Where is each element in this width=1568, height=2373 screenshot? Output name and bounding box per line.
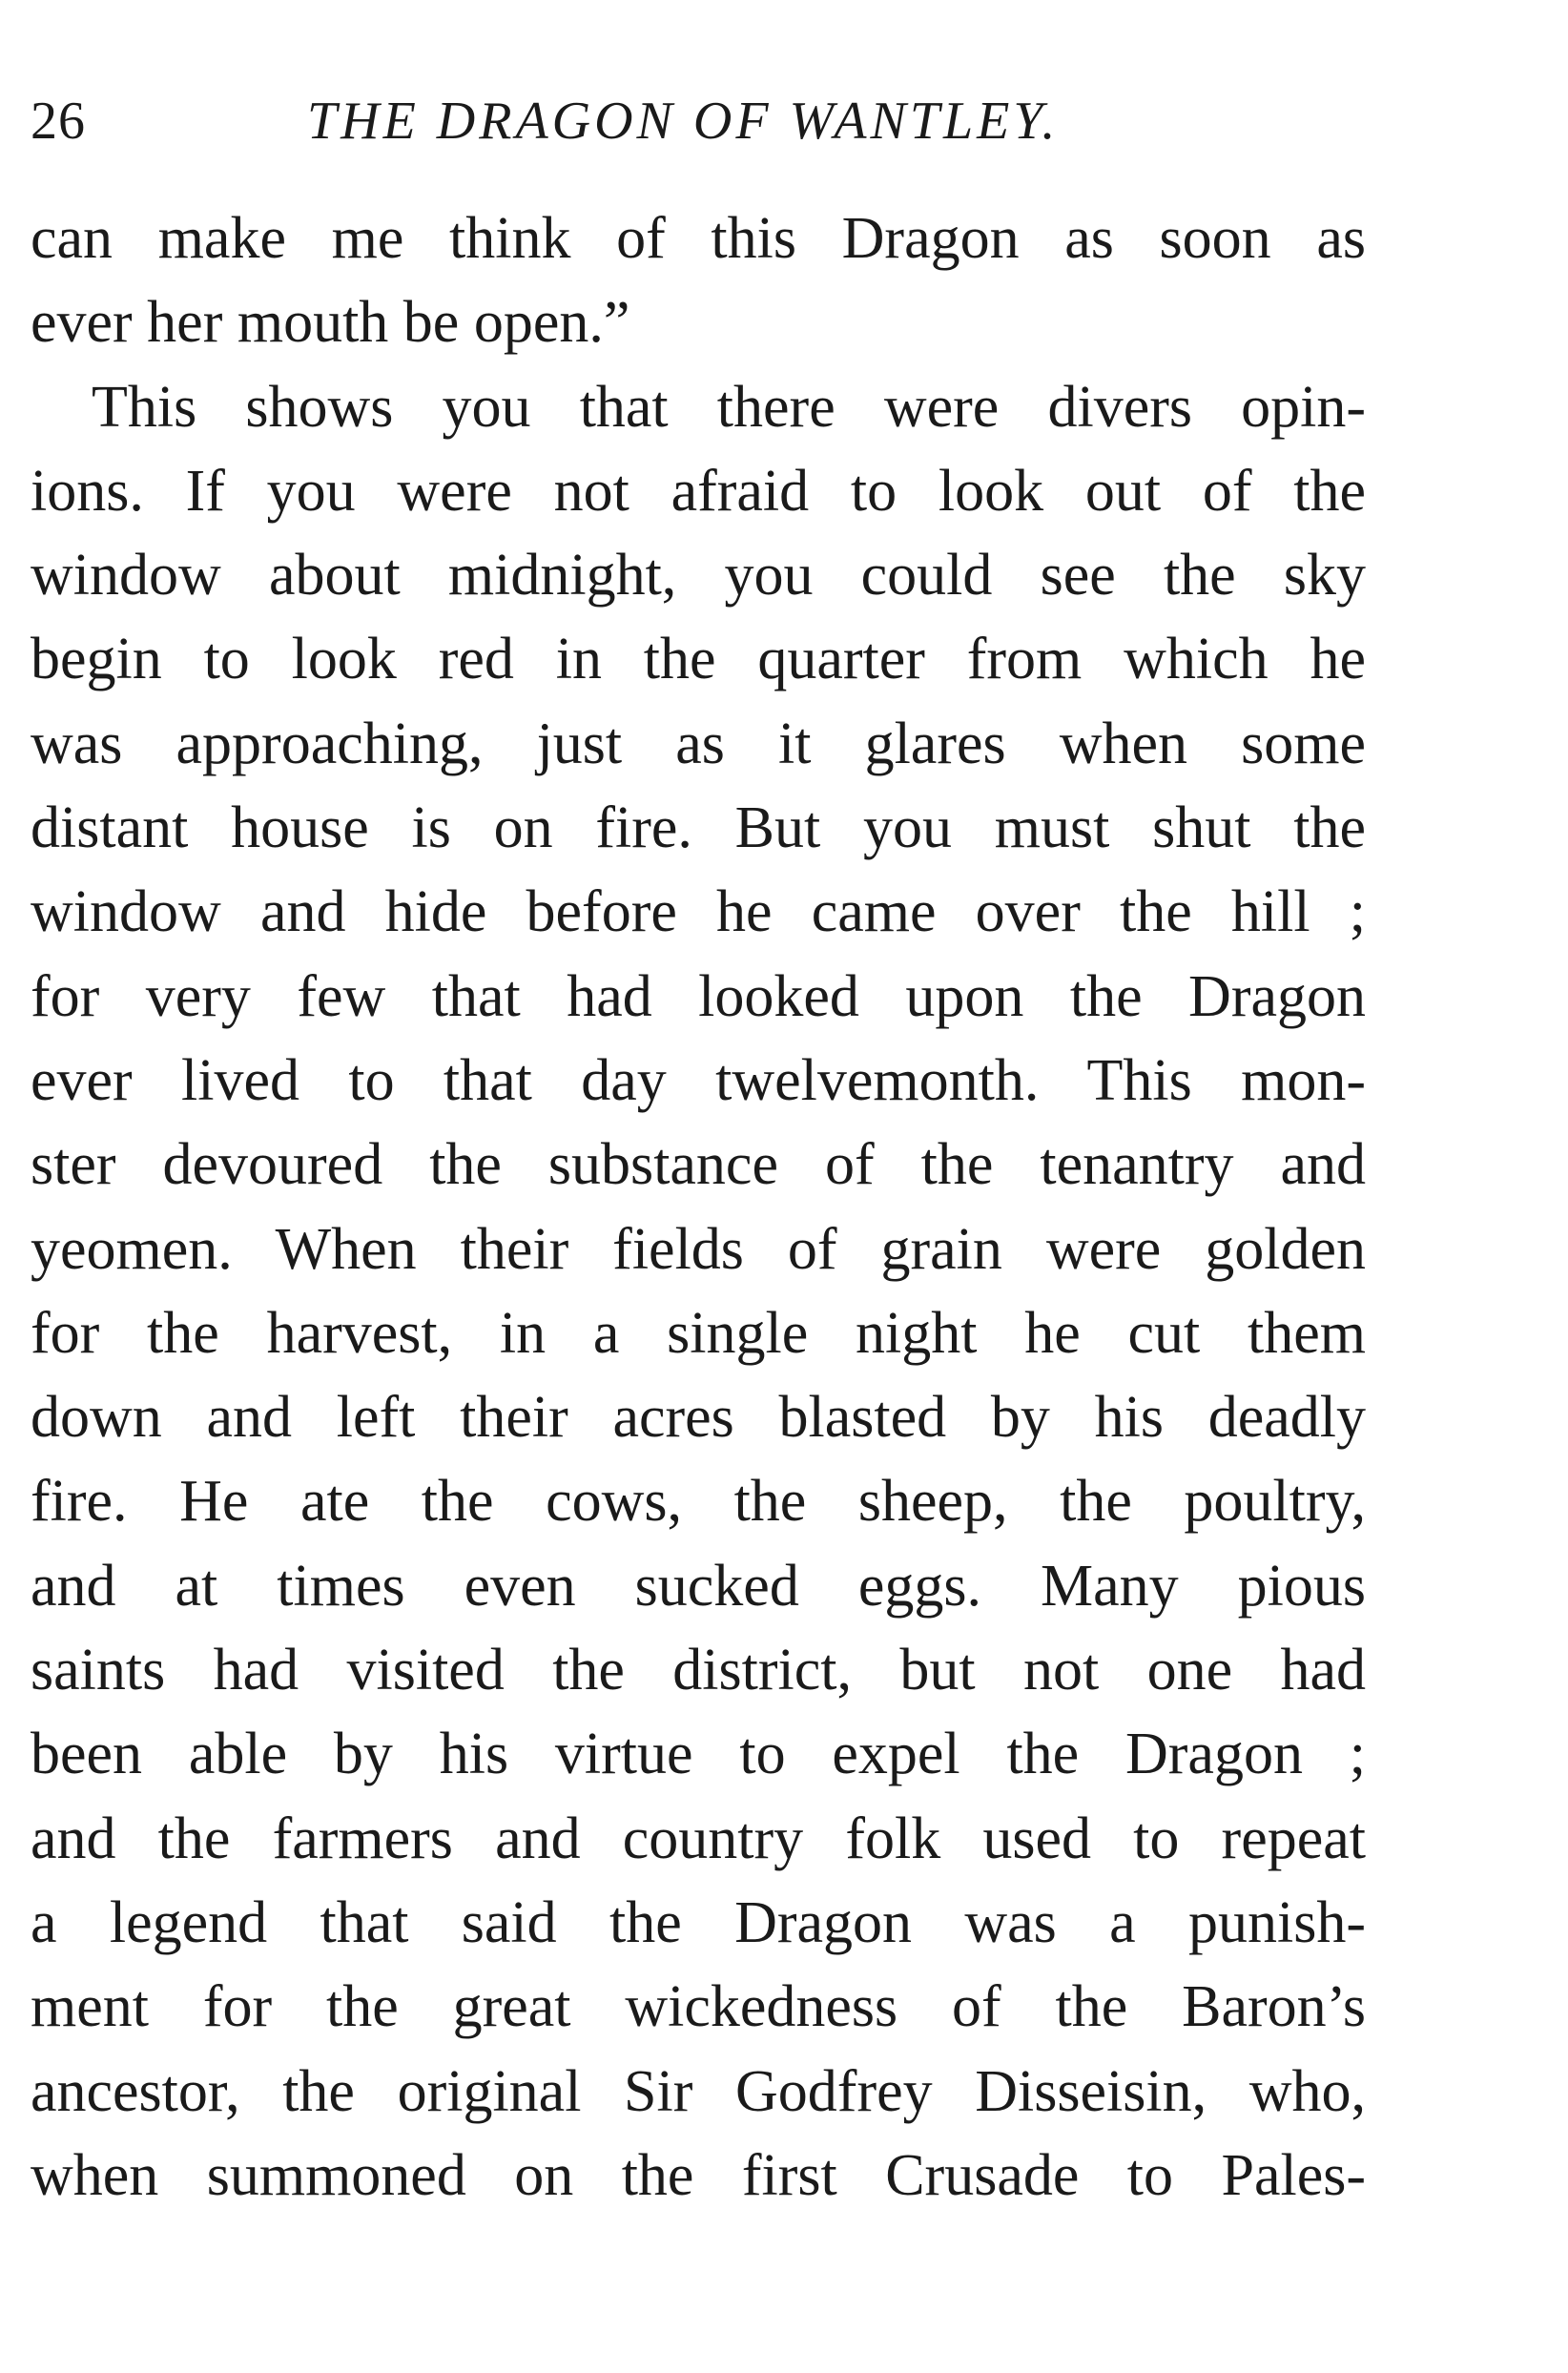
text-line: and at times even sucked eggs. Many pious: [31, 1553, 1366, 1619]
text-line: for very few that had looked upon the Dragon: [31, 963, 1366, 1029]
text-line: and the farmers and country folk used to repeat: [31, 1806, 1366, 1871]
page-number: 26: [31, 92, 86, 151]
text-line: ment for the great wickedness of the Baron’s: [31, 1974, 1366, 2040]
text-line: distant house is on fire. But you must shut the: [31, 795, 1366, 861]
text-line: window about midnight, you could see the sky: [31, 543, 1366, 609]
text-line: ancestor, the original Sir Godfrey Disseisin, who,: [31, 2058, 1366, 2124]
text-line: a legend that said the Dragon was a punish-: [31, 1889, 1366, 1955]
text-line: fire. He ate the cows, the sheep, the poultry,: [31, 1469, 1366, 1535]
text-line: down and left their acres blasted by his deadly: [31, 1385, 1366, 1451]
text-line: ster devoured the substance of the tenantry and: [31, 1132, 1366, 1198]
text-line: when summoned on the first Crusade to Pales-: [31, 2142, 1366, 2208]
text-line: window and hide before he came over the hill ;: [31, 879, 1366, 945]
text-line: for the harvest, in a single night he cut them: [31, 1300, 1366, 1366]
text-line: yeomen. When their fields of grain were golden: [31, 1216, 1366, 1282]
body-text: [31, 196, 1366, 2218]
text-line: can make me think of this Dragon as soon as: [31, 206, 1366, 271]
text-line: ever lived to that day twelvemonth. This mon-: [31, 1047, 1366, 1113]
text-line: saints had visited the district, but not one had: [31, 1638, 1366, 1703]
text-line: been able by his virtue to expel the Dragon ;: [31, 1722, 1366, 1787]
text-line: ever her mouth be open.”: [31, 290, 630, 356]
running-title: THE DRAGON OF WANTLEY.: [307, 92, 1060, 151]
text-line: was approaching, just as it glares when some: [31, 711, 1366, 776]
text-line: ions. If you were not afraid to look out of the: [31, 458, 1366, 524]
text-line: This shows you that there were divers opin-: [92, 374, 1366, 440]
running-head: [31, 88, 1366, 155]
text-line: begin to look red in the quarter from which he: [31, 627, 1366, 692]
